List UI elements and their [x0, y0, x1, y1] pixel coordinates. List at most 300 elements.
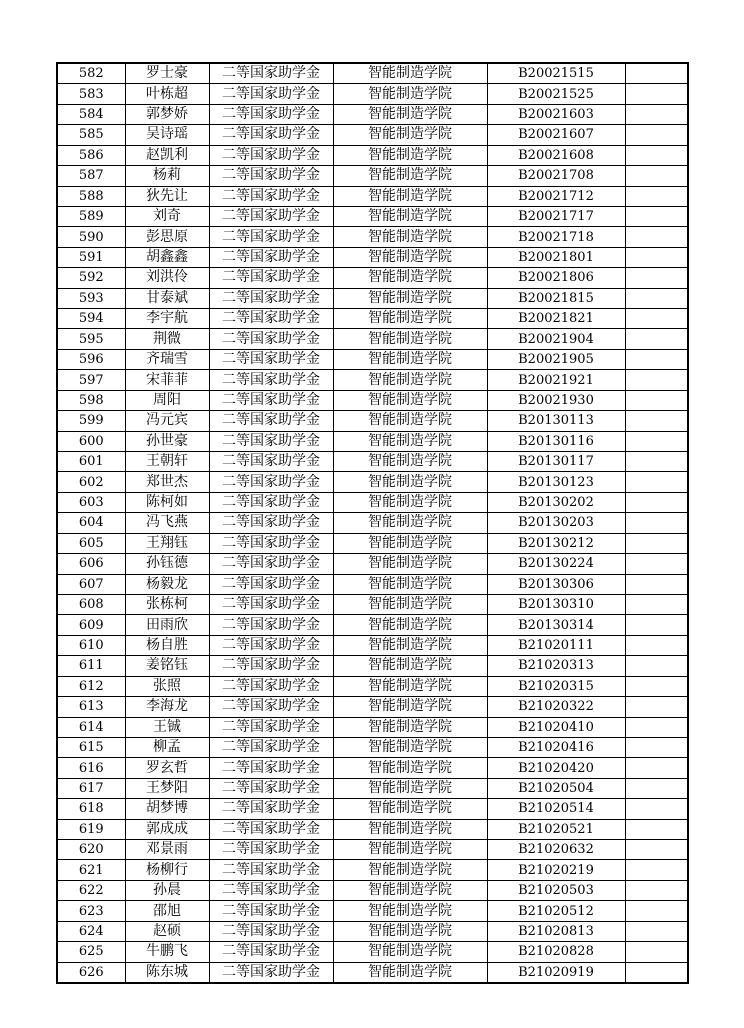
cell-number: 615 [57, 737, 125, 757]
cell-college: 智能制造学院 [333, 84, 487, 104]
table-row [57, 860, 688, 880]
cell-note [625, 125, 688, 145]
cell-number: 609 [57, 615, 125, 635]
cell-student-name: 张栋柯 [125, 594, 209, 614]
cell-number: 591 [57, 247, 125, 267]
cell-college: 智能制造学院 [333, 615, 487, 635]
cell-student-id: B21020813 [487, 921, 625, 941]
cell-award-type: 二等国家助学金 [209, 227, 333, 247]
cell-note [625, 186, 688, 206]
cell-award-type: 二等国家助学金 [209, 84, 333, 104]
cell-award-type: 二等国家助学金 [209, 860, 333, 880]
cell-college: 智能制造学院 [333, 227, 487, 247]
cell-student-id: B20021904 [487, 329, 625, 349]
cell-college: 智能制造学院 [333, 676, 487, 696]
cell-college: 智能制造学院 [333, 880, 487, 900]
cell-student-name: 牛鹏飞 [125, 942, 209, 962]
cell-student-id: B20021905 [487, 349, 625, 369]
cell-note [625, 206, 688, 226]
cell-college: 智能制造学院 [333, 840, 487, 860]
cell-student-id: B20021930 [487, 390, 625, 410]
cell-number: 625 [57, 942, 125, 962]
cell-award-type: 二等国家助学金 [209, 206, 333, 226]
cell-student-name: 郑世杰 [125, 472, 209, 492]
cell-award-type: 二等国家助学金 [209, 574, 333, 594]
cell-number: 593 [57, 288, 125, 308]
cell-student-name: 王梦阳 [125, 778, 209, 798]
cell-student-name: 李海龙 [125, 697, 209, 717]
cell-student-name: 孙世豪 [125, 431, 209, 451]
cell-number: 622 [57, 880, 125, 900]
cell-award-type: 二等国家助学金 [209, 125, 333, 145]
cell-college: 智能制造学院 [333, 349, 487, 369]
cell-student-id: B20021801 [487, 247, 625, 267]
cell-number: 620 [57, 840, 125, 860]
cell-student-id: B21020315 [487, 676, 625, 696]
cell-note [625, 676, 688, 696]
cell-number: 600 [57, 431, 125, 451]
cell-student-name: 郭成成 [125, 819, 209, 839]
cell-student-name: 吴诗瑶 [125, 125, 209, 145]
cell-number: 614 [57, 717, 125, 737]
cell-award-type: 二等国家助学金 [209, 268, 333, 288]
cell-number: 596 [57, 349, 125, 369]
cell-note [625, 104, 688, 124]
table-row [57, 574, 688, 594]
cell-student-id: B20021712 [487, 186, 625, 206]
cell-student-name: 张照 [125, 676, 209, 696]
cell-student-name: 李宇航 [125, 309, 209, 329]
cell-student-name: 冯元宾 [125, 411, 209, 431]
cell-number: 590 [57, 227, 125, 247]
cell-college: 智能制造学院 [333, 942, 487, 962]
table-row [57, 901, 688, 921]
cell-award-type: 二等国家助学金 [209, 594, 333, 614]
cell-college: 智能制造学院 [333, 104, 487, 124]
table-row [57, 778, 688, 798]
table-row [57, 513, 688, 533]
cell-college: 智能制造学院 [333, 717, 487, 737]
cell-award-type: 二等国家助学金 [209, 492, 333, 512]
cell-number: 599 [57, 411, 125, 431]
table-body [57, 63, 688, 983]
cell-student-id: B21020410 [487, 717, 625, 737]
cell-student-id: B21020416 [487, 737, 625, 757]
cell-award-type: 二等国家助学金 [209, 962, 333, 983]
cell-note [625, 778, 688, 798]
table-row [57, 717, 688, 737]
cell-college: 智能制造学院 [333, 554, 487, 574]
cell-number: 602 [57, 472, 125, 492]
cell-student-id: B20021717 [487, 206, 625, 226]
table-row [57, 84, 688, 104]
cell-student-name: 陈柯如 [125, 492, 209, 512]
cell-college: 智能制造学院 [333, 574, 487, 594]
cell-note [625, 901, 688, 921]
cell-award-type: 二等国家助学金 [209, 737, 333, 757]
cell-student-name: 孙钰德 [125, 554, 209, 574]
cell-note [625, 799, 688, 819]
cell-college: 智能制造学院 [333, 63, 487, 84]
cell-student-id: B21020504 [487, 778, 625, 798]
cell-student-id: B20021603 [487, 104, 625, 124]
cell-student-name: 宋菲菲 [125, 370, 209, 390]
cell-note [625, 860, 688, 880]
cell-note [625, 615, 688, 635]
table-row [57, 431, 688, 451]
cell-award-type: 二等国家助学金 [209, 513, 333, 533]
cell-note [625, 635, 688, 655]
cell-student-name: 狄先让 [125, 186, 209, 206]
cell-college: 智能制造学院 [333, 370, 487, 390]
table-row [57, 921, 688, 941]
cell-student-name: 杨柳行 [125, 860, 209, 880]
cell-student-id: B20021515 [487, 63, 625, 84]
cell-award-type: 二等国家助学金 [209, 390, 333, 410]
table-row [57, 737, 688, 757]
cell-student-id: B21020512 [487, 901, 625, 921]
cell-student-id: B21020313 [487, 656, 625, 676]
cell-student-id: B20021708 [487, 166, 625, 186]
cell-number: 621 [57, 860, 125, 880]
cell-student-id: B21020503 [487, 880, 625, 900]
cell-student-name: 邓景雨 [125, 840, 209, 860]
cell-number: 613 [57, 697, 125, 717]
table-row [57, 370, 688, 390]
grant-recipients-table [56, 62, 689, 984]
cell-college: 智能制造学院 [333, 390, 487, 410]
cell-note [625, 411, 688, 431]
cell-student-id: B21020919 [487, 962, 625, 983]
cell-award-type: 二等国家助学金 [209, 758, 333, 778]
cell-award-type: 二等国家助学金 [209, 247, 333, 267]
table-row [57, 962, 688, 983]
table-row [57, 206, 688, 226]
cell-number: 604 [57, 513, 125, 533]
cell-student-id: B20130123 [487, 472, 625, 492]
cell-number: 587 [57, 166, 125, 186]
cell-number: 597 [57, 370, 125, 390]
cell-note [625, 370, 688, 390]
cell-award-type: 二等国家助学金 [209, 901, 333, 921]
cell-award-type: 二等国家助学金 [209, 778, 333, 798]
cell-award-type: 二等国家助学金 [209, 411, 333, 431]
cell-college: 智能制造学院 [333, 921, 487, 941]
table-row [57, 349, 688, 369]
cell-student-id: B21020420 [487, 758, 625, 778]
cell-student-id: B20021525 [487, 84, 625, 104]
cell-note [625, 166, 688, 186]
cell-student-name: 田雨欣 [125, 615, 209, 635]
cell-student-id: B21020828 [487, 942, 625, 962]
cell-student-name: 柳孟 [125, 737, 209, 757]
table-row [57, 758, 688, 778]
cell-number: 617 [57, 778, 125, 798]
cell-student-name: 孙晨 [125, 880, 209, 900]
cell-award-type: 二等国家助学金 [209, 533, 333, 553]
cell-student-name: 杨自胜 [125, 635, 209, 655]
table-row [57, 635, 688, 655]
table-row [57, 554, 688, 574]
cell-college: 智能制造学院 [333, 288, 487, 308]
cell-note [625, 472, 688, 492]
cell-student-name: 胡鑫鑫 [125, 247, 209, 267]
cell-student-name: 王朝轩 [125, 452, 209, 472]
cell-student-id: B20130306 [487, 574, 625, 594]
cell-note [625, 819, 688, 839]
table-row [57, 166, 688, 186]
cell-college: 智能制造学院 [333, 166, 487, 186]
cell-number: 584 [57, 104, 125, 124]
cell-number: 598 [57, 390, 125, 410]
table-row [57, 145, 688, 165]
cell-award-type: 二等国家助学金 [209, 656, 333, 676]
cell-number: 586 [57, 145, 125, 165]
cell-award-type: 二等国家助学金 [209, 921, 333, 941]
cell-student-name: 杨毅龙 [125, 574, 209, 594]
cell-award-type: 二等国家助学金 [209, 717, 333, 737]
cell-number: 624 [57, 921, 125, 941]
cell-student-name: 叶栋超 [125, 84, 209, 104]
cell-award-type: 二等国家助学金 [209, 452, 333, 472]
cell-college: 智能制造学院 [333, 635, 487, 655]
cell-student-id: B20021815 [487, 288, 625, 308]
cell-student-name: 王翔钰 [125, 533, 209, 553]
cell-student-id: B21020632 [487, 840, 625, 860]
cell-note [625, 431, 688, 451]
cell-number: 582 [57, 63, 125, 84]
cell-number: 588 [57, 186, 125, 206]
cell-number: 626 [57, 962, 125, 983]
cell-award-type: 二等国家助学金 [209, 63, 333, 84]
cell-college: 智能制造学院 [333, 860, 487, 880]
table-row [57, 615, 688, 635]
cell-award-type: 二等国家助学金 [209, 819, 333, 839]
cell-note [625, 697, 688, 717]
cell-college: 智能制造学院 [333, 472, 487, 492]
cell-student-name: 甘泰斌 [125, 288, 209, 308]
cell-college: 智能制造学院 [333, 247, 487, 267]
table-row [57, 819, 688, 839]
cell-student-name: 冯飞燕 [125, 513, 209, 533]
cell-award-type: 二等国家助学金 [209, 942, 333, 962]
cell-student-id: B20130212 [487, 533, 625, 553]
table-row [57, 104, 688, 124]
cell-student-name: 杨莉 [125, 166, 209, 186]
table-row [57, 880, 688, 900]
cell-student-id: B20021608 [487, 145, 625, 165]
table-row [57, 840, 688, 860]
cell-number: 611 [57, 656, 125, 676]
cell-note [625, 513, 688, 533]
cell-college: 智能制造学院 [333, 452, 487, 472]
table-row [57, 594, 688, 614]
cell-college: 智能制造学院 [333, 594, 487, 614]
table-row [57, 227, 688, 247]
table-row [57, 125, 688, 145]
cell-award-type: 二等国家助学金 [209, 349, 333, 369]
cell-student-name: 刘洪伶 [125, 268, 209, 288]
cell-note [625, 309, 688, 329]
cell-award-type: 二等国家助学金 [209, 186, 333, 206]
cell-student-name: 赵凯利 [125, 145, 209, 165]
cell-award-type: 二等国家助学金 [209, 309, 333, 329]
cell-number: 589 [57, 206, 125, 226]
cell-note [625, 492, 688, 512]
cell-student-id: B20021806 [487, 268, 625, 288]
cell-note [625, 268, 688, 288]
cell-student-id: B20130116 [487, 431, 625, 451]
cell-student-id: B20021607 [487, 125, 625, 145]
cell-student-name: 郭梦娇 [125, 104, 209, 124]
cell-college: 智能制造学院 [333, 186, 487, 206]
table-row [57, 186, 688, 206]
cell-note [625, 737, 688, 757]
cell-note [625, 880, 688, 900]
cell-student-name: 陈东城 [125, 962, 209, 983]
table-row [57, 533, 688, 553]
cell-note [625, 574, 688, 594]
cell-student-id: B20130203 [487, 513, 625, 533]
cell-number: 594 [57, 309, 125, 329]
cell-award-type: 二等国家助学金 [209, 697, 333, 717]
cell-college: 智能制造学院 [333, 206, 487, 226]
cell-student-name: 姜铭钰 [125, 656, 209, 676]
cell-student-id: B21020322 [487, 697, 625, 717]
cell-student-id: B20130113 [487, 411, 625, 431]
cell-student-name: 罗士豪 [125, 63, 209, 84]
cell-student-id: B20021821 [487, 309, 625, 329]
cell-college: 智能制造学院 [333, 962, 487, 983]
cell-student-id: B20021921 [487, 370, 625, 390]
cell-note [625, 247, 688, 267]
cell-note [625, 84, 688, 104]
cell-student-name: 周阳 [125, 390, 209, 410]
cell-note [625, 329, 688, 349]
table-row [57, 63, 688, 84]
cell-award-type: 二等国家助学金 [209, 615, 333, 635]
cell-student-name: 齐瑞雪 [125, 349, 209, 369]
table-row [57, 268, 688, 288]
cell-note [625, 840, 688, 860]
cell-award-type: 二等国家助学金 [209, 104, 333, 124]
cell-note [625, 227, 688, 247]
table-row [57, 799, 688, 819]
cell-college: 智能制造学院 [333, 309, 487, 329]
cell-student-id: B20130310 [487, 594, 625, 614]
cell-college: 智能制造学院 [333, 697, 487, 717]
cell-student-name: 荆微 [125, 329, 209, 349]
cell-number: 606 [57, 554, 125, 574]
cell-student-name: 彭思原 [125, 227, 209, 247]
cell-number: 585 [57, 125, 125, 145]
cell-award-type: 二等国家助学金 [209, 288, 333, 308]
cell-award-type: 二等国家助学金 [209, 676, 333, 696]
table-row [57, 697, 688, 717]
cell-student-name: 王铖 [125, 717, 209, 737]
cell-student-id: B20130314 [487, 615, 625, 635]
table-row [57, 656, 688, 676]
cell-number: 618 [57, 799, 125, 819]
cell-note [625, 533, 688, 553]
cell-note [625, 452, 688, 472]
cell-student-id: B20130224 [487, 554, 625, 574]
cell-college: 智能制造学院 [333, 819, 487, 839]
cell-number: 583 [57, 84, 125, 104]
table-row [57, 309, 688, 329]
cell-college: 智能制造学院 [333, 329, 487, 349]
cell-number: 595 [57, 329, 125, 349]
cell-college: 智能制造学院 [333, 125, 487, 145]
cell-student-name: 赵硕 [125, 921, 209, 941]
cell-college: 智能制造学院 [333, 268, 487, 288]
cell-college: 智能制造学院 [333, 431, 487, 451]
cell-note [625, 554, 688, 574]
cell-number: 605 [57, 533, 125, 553]
cell-award-type: 二等国家助学金 [209, 554, 333, 574]
cell-student-id: B20021718 [487, 227, 625, 247]
cell-student-id: B21020514 [487, 799, 625, 819]
cell-note [625, 349, 688, 369]
cell-note [625, 594, 688, 614]
cell-number: 592 [57, 268, 125, 288]
cell-award-type: 二等国家助学金 [209, 166, 333, 186]
table-row [57, 288, 688, 308]
cell-college: 智能制造学院 [333, 799, 487, 819]
cell-award-type: 二等国家助学金 [209, 799, 333, 819]
table-row [57, 452, 688, 472]
cell-student-id: B21020111 [487, 635, 625, 655]
cell-student-id: B20130202 [487, 492, 625, 512]
cell-note [625, 942, 688, 962]
cell-number: 619 [57, 819, 125, 839]
cell-number: 608 [57, 594, 125, 614]
table-row [57, 390, 688, 410]
cell-number: 623 [57, 901, 125, 921]
cell-number: 603 [57, 492, 125, 512]
cell-award-type: 二等国家助学金 [209, 880, 333, 900]
cell-college: 智能制造学院 [333, 513, 487, 533]
cell-award-type: 二等国家助学金 [209, 370, 333, 390]
cell-note [625, 145, 688, 165]
cell-award-type: 二等国家助学金 [209, 840, 333, 860]
cell-college: 智能制造学院 [333, 901, 487, 921]
cell-number: 616 [57, 758, 125, 778]
cell-note [625, 717, 688, 737]
cell-college: 智能制造学院 [333, 492, 487, 512]
cell-award-type: 二等国家助学金 [209, 145, 333, 165]
cell-note [625, 288, 688, 308]
cell-number: 601 [57, 452, 125, 472]
cell-student-name: 胡梦博 [125, 799, 209, 819]
cell-college: 智能制造学院 [333, 778, 487, 798]
table-row [57, 942, 688, 962]
cell-college: 智能制造学院 [333, 656, 487, 676]
cell-award-type: 二等国家助学金 [209, 431, 333, 451]
cell-student-name: 罗玄哲 [125, 758, 209, 778]
cell-note [625, 921, 688, 941]
cell-student-id: B20130117 [487, 452, 625, 472]
cell-award-type: 二等国家助学金 [209, 635, 333, 655]
cell-college: 智能制造学院 [333, 533, 487, 553]
cell-student-id: B21020521 [487, 819, 625, 839]
cell-note [625, 962, 688, 983]
table-row [57, 492, 688, 512]
cell-note [625, 656, 688, 676]
cell-student-name: 刘奇 [125, 206, 209, 226]
table-row [57, 472, 688, 492]
cell-college: 智能制造学院 [333, 758, 487, 778]
